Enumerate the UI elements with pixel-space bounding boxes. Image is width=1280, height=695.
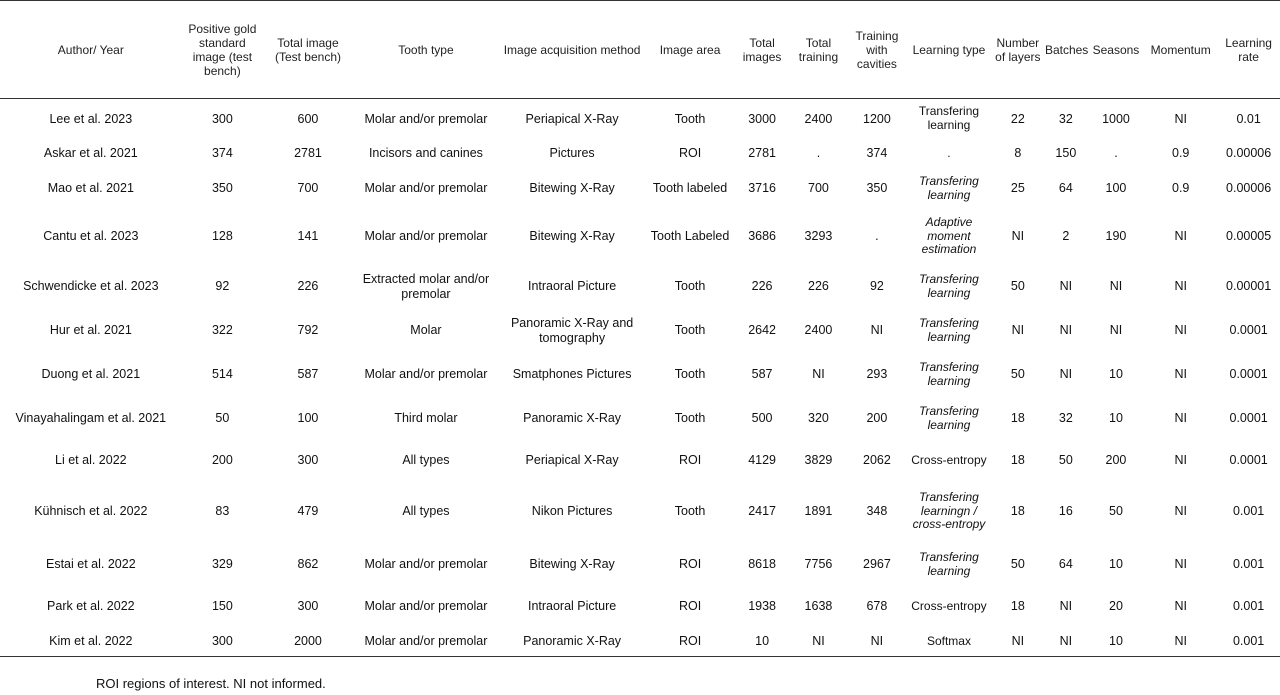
table-cell: All types: [402, 453, 450, 468]
table-cell: Tooth: [674, 367, 706, 382]
table-cell: 1200: [863, 111, 891, 126]
table-cell: 200: [211, 453, 233, 468]
table-cell: NI: [992, 627, 1044, 657]
col-header: Seasons: [1088, 1, 1144, 99]
table-cell: Kim et al. 2022: [0, 627, 182, 657]
table-cell: 2062: [863, 453, 891, 468]
table-cell: .: [1114, 146, 1118, 161]
table-cell: Hur et al. 2021: [49, 323, 132, 338]
table-cell: 10: [1088, 627, 1144, 657]
table-body: [0, 99, 1280, 657]
table-cell: Adaptive moment estimation: [921, 215, 977, 257]
table-cell: 10: [1109, 411, 1123, 426]
table-cell: 0.00001: [1226, 279, 1272, 294]
table-cell: Vinayahalingam et al. 2021: [15, 411, 167, 426]
table-row: [0, 169, 1280, 209]
table-cell: NI: [1174, 367, 1187, 382]
table-cell: Smatphones Pictures: [512, 367, 632, 382]
table-cell: 862: [297, 557, 319, 572]
table-cell: 50: [1010, 367, 1025, 382]
table-cell: NI: [1174, 229, 1187, 244]
col-header: Learning rate: [1217, 1, 1280, 99]
table-cell: NI: [1059, 599, 1073, 614]
table-cell: Molar and/or premolar: [353, 627, 499, 657]
table-cell: 600: [297, 111, 319, 126]
table-cell: ROI: [678, 599, 702, 614]
table-row: [0, 209, 1280, 265]
table-row: [0, 543, 1280, 587]
col-header: Batches: [1044, 1, 1088, 99]
table-cell: 50: [1109, 504, 1123, 519]
table-cell: 3716: [748, 181, 776, 196]
table-cell: NI: [870, 323, 884, 338]
col-header: Total training: [789, 1, 847, 99]
table-cell: Tooth: [674, 411, 706, 426]
table-cell: Tooth: [674, 504, 706, 519]
table-cell: 20: [1109, 599, 1123, 614]
table-cell: 792: [297, 323, 319, 338]
table-cell: NI: [848, 627, 906, 657]
table-cell: 3293: [804, 229, 833, 244]
table-cell: Duong et al. 2021: [41, 367, 141, 382]
table-cell: Molar and/or premolar: [364, 599, 488, 614]
table-cell: 10: [735, 627, 789, 657]
table-cell: Transfering learning: [919, 404, 979, 432]
table-cell: NI: [1174, 453, 1187, 468]
col-header: Total images: [735, 1, 789, 99]
table-cell: Transfering learning: [919, 316, 979, 344]
table-row: [0, 265, 1280, 309]
table-cell: 100: [297, 411, 319, 426]
table-row: [0, 627, 1280, 657]
table-cell: 1638: [804, 599, 833, 614]
table-cell: NI: [1174, 504, 1187, 519]
table-cell: 8: [1014, 146, 1022, 161]
table-cell: Transfering learning: [919, 272, 979, 300]
col-header: Number of layers: [992, 1, 1044, 99]
table-cell: 32: [1058, 411, 1073, 426]
table-cell: 3829: [804, 453, 833, 468]
table-row: [0, 139, 1280, 169]
table-cell: 18: [1010, 411, 1025, 426]
table-cell: Pictures: [549, 146, 595, 161]
table-cell: 25: [1010, 181, 1025, 196]
col-header: Positive gold standard image (test bench): [182, 1, 263, 99]
table-cell: 190: [1105, 229, 1127, 244]
table-cell: 350: [866, 181, 888, 196]
table-cell: Molar and/or premolar: [364, 367, 488, 382]
table-cell: Tooth: [674, 279, 706, 294]
table-cell: 2781: [294, 146, 322, 161]
table-cell: 10: [1109, 367, 1123, 382]
table-cell: 0.00005: [1226, 229, 1272, 244]
table-cell: 22: [1010, 111, 1025, 126]
table-cell: 0.00006: [1226, 181, 1272, 196]
table-cell: 92: [215, 279, 230, 294]
table-row: [0, 309, 1280, 353]
table-cell: 100: [1105, 181, 1127, 196]
col-header: Training with cavities: [848, 1, 906, 99]
table-cell: 2000: [263, 627, 353, 657]
table-cell: 293: [866, 367, 888, 382]
table-cell: Estai et al. 2022: [46, 557, 136, 572]
table-cell: 587: [297, 367, 319, 382]
table-cell: 320: [808, 411, 829, 426]
table-cell: 2400: [804, 111, 833, 126]
col-header: Momentum: [1144, 1, 1217, 99]
table-cell: Incisors and canines: [368, 146, 483, 161]
table-cell: 3000: [748, 111, 776, 126]
col-header: Tooth type: [353, 1, 499, 99]
table-cell: Tooth: [674, 111, 706, 126]
table-cell: 300: [211, 111, 233, 126]
table-cell: .: [875, 229, 879, 244]
table-cell: 300: [297, 599, 319, 614]
table-cell: 0.001: [1232, 504, 1265, 519]
table-cell: Tooth: [674, 323, 706, 338]
table-cell: NI: [1174, 111, 1187, 126]
table-cell: 18: [1010, 599, 1025, 614]
table-cell: Mao et al. 2021: [47, 181, 134, 196]
col-header: Total image (Test bench): [263, 1, 353, 99]
table-cell: 300: [297, 453, 319, 468]
table-cell: Softmax: [906, 627, 992, 657]
table-cell: 0.0001: [1229, 453, 1268, 468]
table-cell: Bitewing X-Ray: [529, 181, 615, 196]
table-cell: 18: [1010, 453, 1025, 468]
table-cell: 16: [1058, 504, 1073, 519]
table-cell: 226: [297, 279, 319, 294]
table-cell: Cross-entropy: [911, 452, 987, 467]
header-row: [0, 1, 1280, 99]
table-cell: Periapical X-Ray: [525, 111, 619, 126]
table-row: [0, 481, 1280, 543]
table-cell: 678: [866, 599, 888, 614]
table-cell: Periapical X-Ray: [525, 453, 619, 468]
table-cell: Intraoral Picture: [527, 599, 617, 614]
table-cell: Third molar: [394, 411, 458, 426]
table-row: [0, 397, 1280, 441]
table-cell: Panoramic X-Ray and tomography: [510, 316, 634, 345]
table-cell: 1000: [1102, 111, 1130, 126]
table-cell: NI: [789, 627, 847, 657]
table-cell: 350: [211, 181, 233, 196]
table-cell: 2642: [748, 323, 776, 338]
table-cell: Askar et al. 2021: [43, 146, 138, 161]
table-cell: Bitewing X-Ray: [529, 229, 615, 244]
table-cell: Cross-entropy: [911, 598, 987, 613]
table-cell: Transfering learning: [919, 174, 979, 202]
table-cell: 2967: [863, 557, 891, 572]
table-cell: Panoramic X-Ray: [499, 627, 645, 657]
table-cell: Transfering learningn / cross-entropy: [912, 490, 986, 532]
table-cell: ROI: [678, 557, 702, 572]
col-header: Image area: [645, 1, 735, 99]
table-cell: NI: [1174, 557, 1187, 572]
table-cell: All types: [402, 504, 450, 519]
table-cell: 64: [1058, 181, 1073, 196]
table-cell: Li et al. 2022: [55, 453, 127, 468]
table-cell: 700: [297, 181, 319, 196]
table-cell: ROI: [678, 146, 702, 161]
table-row: [0, 587, 1280, 627]
table-cell: 92: [869, 279, 884, 294]
table-cell: 0.0001: [1229, 323, 1268, 338]
table-cell: 50: [1010, 557, 1025, 572]
table-cell: 3686: [748, 229, 776, 244]
table-cell: NI: [1174, 279, 1187, 294]
table-cell: ROI: [678, 453, 702, 468]
table-cell: Molar and/or premolar: [364, 181, 488, 196]
table-cell: 2417: [748, 504, 776, 519]
table-cell: 0.9: [1172, 181, 1190, 196]
table-cell: 479: [297, 504, 319, 519]
table-cell: 141: [297, 229, 319, 244]
table-cell: 0.001: [1217, 627, 1280, 657]
table-cell: Nikon Pictures: [531, 504, 613, 519]
table-cell: 83: [215, 504, 230, 519]
table-cell: Bitewing X-Ray: [529, 557, 615, 572]
table-row: [0, 99, 1280, 139]
table-cell: 50: [1058, 453, 1073, 468]
table-cell: Molar and/or premolar: [364, 111, 488, 126]
table-cell: 0.001: [1232, 557, 1265, 572]
table-cell: Schwendicke et al. 2023: [23, 279, 159, 294]
table-cell: NI: [1109, 279, 1123, 294]
table-cell: 10: [1109, 557, 1123, 572]
table-cell: NI: [1144, 627, 1217, 657]
table-cell: 8618: [748, 557, 776, 572]
table-cell: 200: [1105, 453, 1127, 468]
table-cell: 226: [808, 279, 829, 294]
table-cell: 300: [182, 627, 263, 657]
col-header: Learning type: [906, 1, 992, 99]
table-cell: 2781: [748, 146, 776, 161]
table-cell: Kühnisch et al. 2022: [34, 504, 148, 519]
table-cell: Tooth labeled: [652, 181, 728, 196]
table-cell: Cantu et al. 2023: [43, 229, 139, 244]
table-cell: 700: [808, 181, 829, 196]
table-cell: Transfering learning: [919, 550, 979, 578]
table-cell: 32: [1058, 111, 1073, 126]
col-header: Author/ Year: [0, 1, 182, 99]
table-cell: 128: [211, 229, 233, 244]
table-cell: Park et al. 2022: [47, 599, 135, 614]
table-cell: NI: [1109, 323, 1123, 338]
table-cell: 374: [866, 146, 888, 161]
table-cell: 200: [866, 411, 888, 426]
table-cell: 1891: [804, 504, 833, 519]
table-cell: 0.0001: [1229, 367, 1268, 382]
table-cell: NI: [1011, 229, 1025, 244]
table-cell: Molar: [410, 323, 442, 338]
table-cell: NI: [1174, 323, 1187, 338]
table-cell: 322: [211, 323, 233, 338]
table-cell: 64: [1058, 557, 1073, 572]
table-cell: NI: [1059, 279, 1073, 294]
table-cell: 0.01: [1236, 111, 1261, 126]
table-cell: .: [947, 145, 951, 160]
table-cell: ROI: [645, 627, 735, 657]
table-cell: 18: [1010, 504, 1025, 519]
table-cell: 0.00006: [1226, 146, 1272, 161]
table-cell: 500: [751, 411, 773, 426]
table-cell: NI: [1174, 411, 1187, 426]
table-cell: 50: [1010, 279, 1025, 294]
table-cell: Lee et al. 2023: [49, 111, 133, 126]
table-cell: Transfering learning: [918, 104, 980, 132]
table-cell: 150: [211, 599, 233, 614]
table-cell: Intraoral Picture: [527, 279, 617, 294]
table-cell: 7756: [804, 557, 833, 572]
table-cell: 587: [751, 367, 773, 382]
table-cell: NI: [1011, 323, 1025, 338]
table-cell: 329: [211, 557, 233, 572]
table-cell: 226: [751, 279, 773, 294]
table-cell: 0.001: [1232, 599, 1265, 614]
table-cell: 374: [211, 146, 233, 161]
table-cell: Extracted molar and/or premolar: [362, 272, 490, 301]
table-cell: 2: [1062, 229, 1070, 244]
table-cell: 50: [215, 411, 230, 426]
col-header: Image acquisition method: [499, 1, 645, 99]
table-cell: NI: [1044, 627, 1088, 657]
table-cell: Tooth Labeled: [650, 229, 730, 244]
table-cell: 150: [1055, 146, 1077, 161]
table-row: [0, 441, 1280, 481]
table-cell: Molar and/or premolar: [364, 229, 488, 244]
table-cell: 1938: [748, 599, 776, 614]
table-cell: Molar and/or premolar: [364, 557, 488, 572]
table-cell: 0.0001: [1229, 411, 1268, 426]
table-cell: NI: [1174, 599, 1187, 614]
table-cell: 2400: [804, 323, 833, 338]
table-cell: .: [816, 146, 821, 161]
table-cell: 514: [211, 367, 233, 382]
table-cell: 4129: [748, 453, 776, 468]
table-cell: Transfering learning: [919, 360, 979, 388]
table-cell: NI: [812, 367, 825, 382]
table-cell: Panoramic X-Ray: [523, 411, 622, 426]
table-cell: 0.9: [1172, 146, 1190, 161]
table-cell: NI: [1059, 323, 1073, 338]
table-cell: 348: [866, 504, 888, 519]
table-row: [0, 353, 1280, 397]
table-cell: NI: [1059, 367, 1073, 382]
table-footnote: ROI regions of interest. NI not informed.: [96, 676, 326, 691]
